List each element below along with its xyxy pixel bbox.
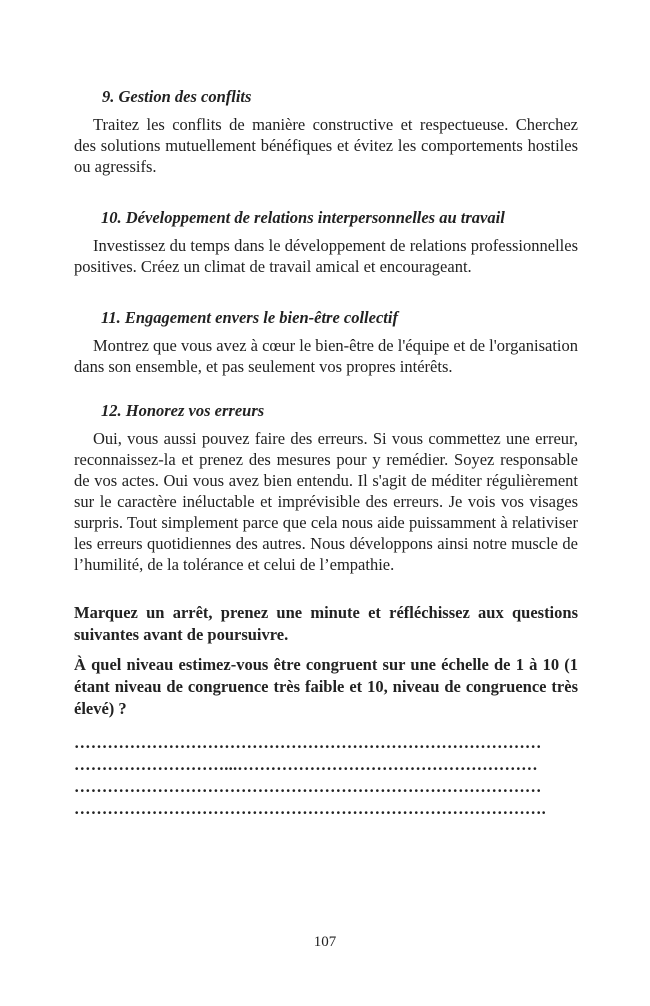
- answer-line[interactable]: ………………………...………………………………………………: [74, 755, 538, 774]
- answer-line[interactable]: ………………………………………………………………………….: [74, 799, 546, 818]
- section-heading: 11. Engagement envers le bien-être collectif: [101, 308, 398, 327]
- pause-instruction: Marquez un arrêt, prenez une minute et réfléchissez aux questions suivantes avant de poursuivre.: [74, 603, 578, 644]
- section-paragraph: Oui, vous aussi pouvez faire des erreurs. Si vous commettez une erreur, reconnaissez-la et prenez des mesures pour y remédier. Soyez responsable de vos actes. Oui vous avez bien entendu. Il s'agit de méditer régulièrement sur le caractère inéluctable et imprévisible des erreurs. Je vois vos visages surpris. Tout simplement parce que cela nous aide puissamment à relativiser les erreurs quotidiennes des autres. Nous développons ainsi notre muscle de l’humilité, de la tolérance et celui de l’empathie.: [74, 429, 578, 574]
- page-content: [74, 86, 578, 820]
- section-paragraph: Investissez du temps dans le développement de relations professionnelles positives. Créez un climat de travail amical et encourageant.: [74, 236, 578, 276]
- section-heading: 12. Honorez vos erreurs: [101, 401, 265, 420]
- section-heading: 9. Gestion des conflits: [102, 87, 252, 106]
- answer-line[interactable]: …………………………………………………………………………: [74, 777, 542, 796]
- section-heading: 10. Développement de relations interpersonnelles au travail: [101, 208, 505, 227]
- reflection-question: À quel niveau estimez-vous être congruent sur une échelle de 1 à 10 (1 étant niveau de congruence très faible et 10, niveau de congruence très élevé) ?: [74, 655, 578, 718]
- page-number: 107: [313, 934, 337, 950]
- answer-line[interactable]: …………………………………………………………………………: [74, 733, 542, 752]
- section-paragraph: Montrez que vous avez à cœur le bien-être de l'équipe et de l'organisation dans son ensemble, et pas seulement vos propres intérêts.: [74, 336, 578, 376]
- section-paragraph: Traitez les conflits de manière constructive et respectueuse. Cherchez des solutions mutuellement bénéfiques et évitez les comportements hostiles ou agressifs.: [74, 115, 578, 176]
